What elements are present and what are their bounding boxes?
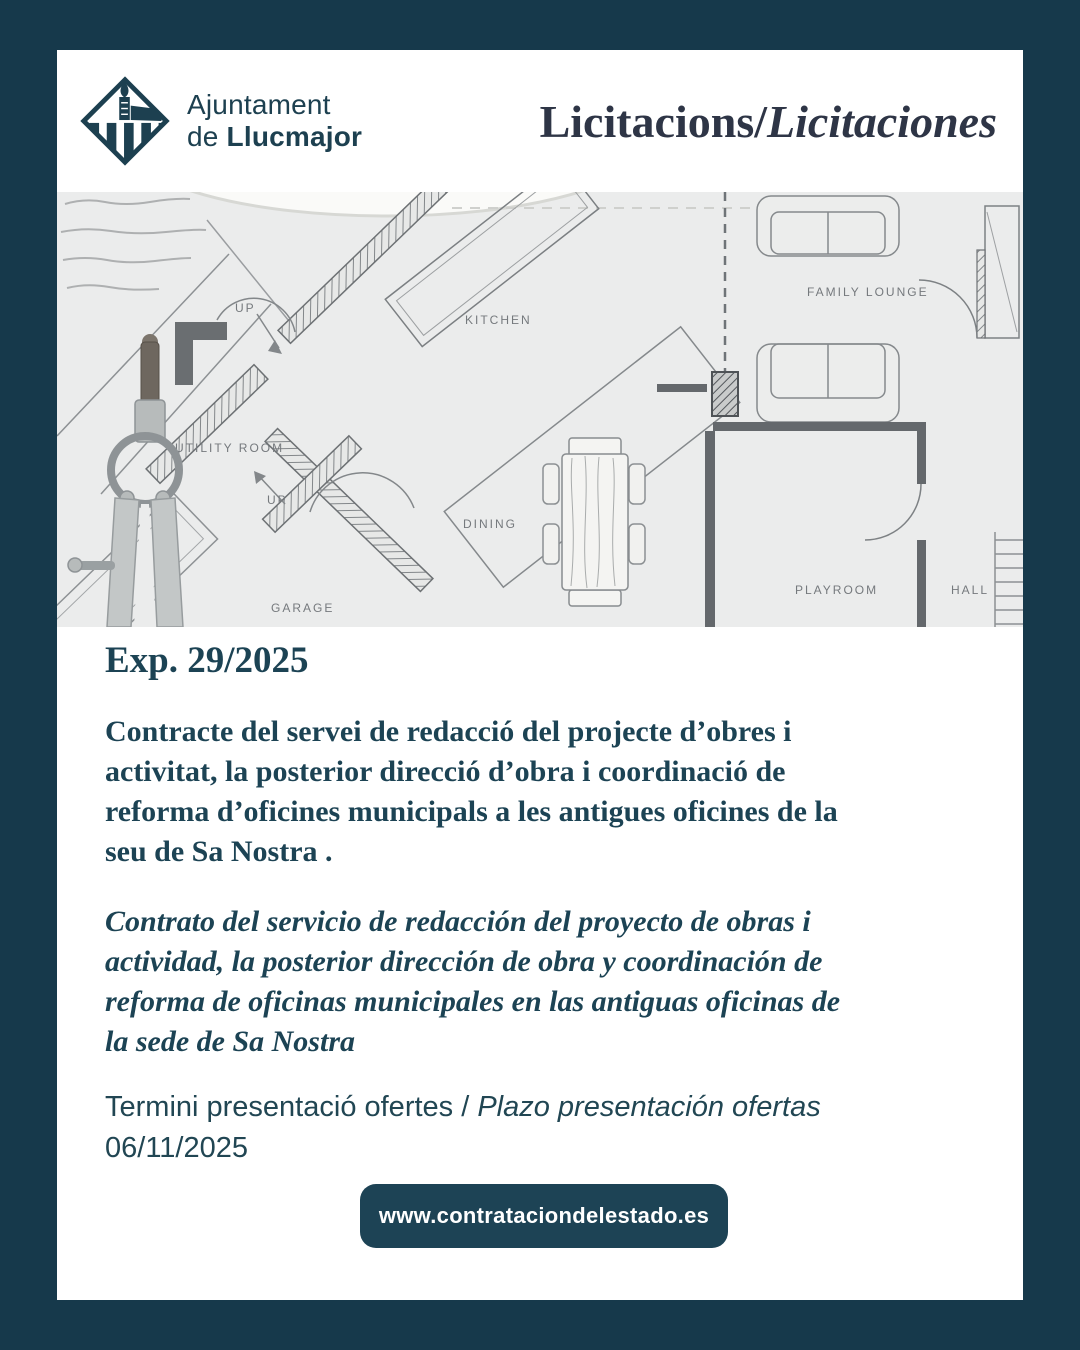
llucmajor-coat-of-arms-icon — [77, 73, 173, 169]
poster-card — [57, 50, 1023, 1300]
paragraph-line: activitat, la posterior direcció d’obra i coordinació de — [105, 755, 786, 788]
plan-label-kitchen: KITCHEN — [465, 313, 532, 327]
plan-label-hall: HALL — [951, 583, 990, 597]
blueprint-photo — [57, 192, 1023, 627]
content — [57, 639, 1023, 1248]
plan-label-up2: UP — [267, 493, 288, 507]
org-name — [187, 89, 362, 153]
paragraph-line: seu de Sa Nostra . — [105, 835, 333, 868]
plan-label-up1: UP — [235, 301, 256, 315]
contratacion-website-button[interactable]: www.contrataciondelestado.es — [360, 1184, 728, 1248]
paragraph-catalan — [105, 712, 983, 872]
floor-plan-illustration — [57, 192, 1023, 627]
deadline-date: 06/11/2025 — [105, 1132, 248, 1164]
plan-label-dining: DINING — [463, 517, 517, 531]
plan-label-playroom: PLAYROOM — [795, 583, 879, 597]
expedient-number: Exp. 29/2025 — [105, 640, 309, 681]
deadline-label-catalan: Termini presentació ofertes — [105, 1091, 454, 1123]
paragraph-line: reforma d’oficines municipals a les antigues oficines de la — [105, 795, 838, 828]
paragraph-line: Contracte del servei de redacció del projecte d’obres i — [105, 715, 792, 748]
paragraph-line: actividad, la posterior dirección de obra y coordinación de — [105, 945, 823, 978]
deadline-label-spanish: Plazo presentación ofertas — [477, 1091, 821, 1123]
org-name-line1: Ajuntament — [187, 88, 331, 120]
logo-block — [77, 73, 362, 169]
title-spanish: Licitaciones — [767, 95, 997, 147]
plan-label-garage: GARAGE — [271, 601, 335, 615]
page-title — [540, 95, 997, 148]
sofa-top — [757, 196, 899, 256]
plan-label-utility-room: UTILITY ROOM — [175, 441, 285, 455]
deadline-separator: / — [453, 1091, 478, 1123]
org-name-line2: de Llucmajor — [187, 121, 363, 152]
sofa-bottom — [757, 344, 899, 422]
plan-label-family-lounge: FAMILY LOUNGE — [807, 285, 929, 299]
title-catalan: Licitacions/ — [539, 95, 768, 147]
paragraph-line: la sede de Sa Nostra — [105, 1025, 355, 1058]
header — [57, 50, 1023, 192]
deadline-label — [105, 1086, 983, 1128]
paragraph-line: Contrato del servicio de redacción del proyecto de obras i — [105, 905, 811, 938]
paragraph-spanish — [105, 902, 983, 1062]
paragraph-line: reforma de oficinas municipales en las antiguas oficinas de — [105, 985, 841, 1018]
